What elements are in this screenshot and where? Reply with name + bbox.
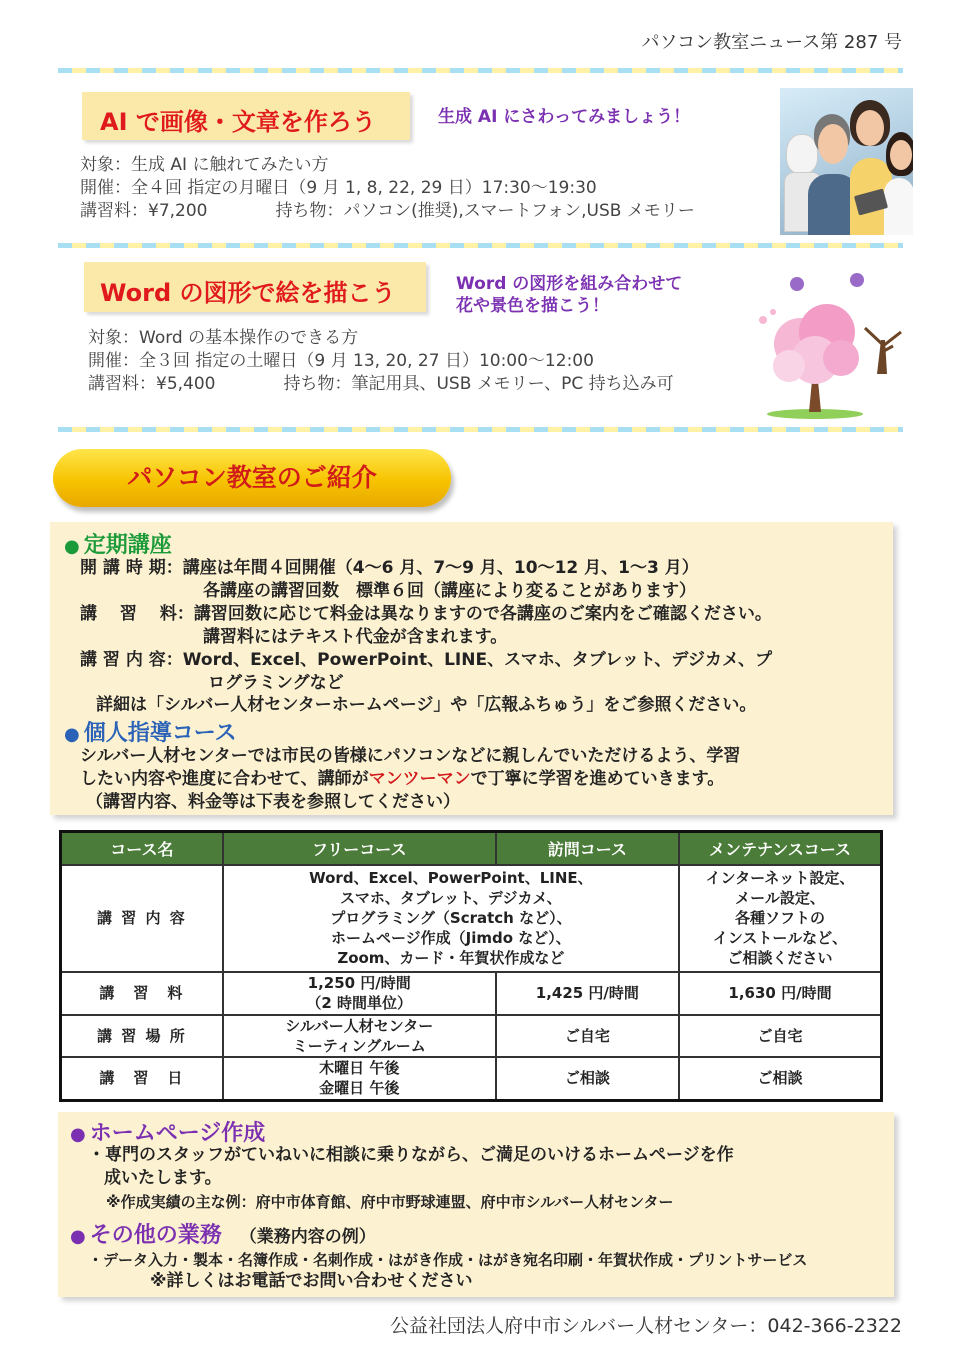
footer-contact: 公益社団法人府中市シルバー人材センター：042-366-2322 xyxy=(389,1315,902,1337)
table-cell: ご自宅 xyxy=(679,1015,882,1057)
other-services-list: ・データ入力・製本・名簿作成・名刺作成・はがき作成・はがき宛名印刷・年賀状作成・プリントサービス xyxy=(88,1251,808,1269)
ai-course-title: AI で画像・文章を作ろう xyxy=(100,108,376,136)
course-info-panel xyxy=(50,522,893,815)
table-cell: ご自宅 xyxy=(496,1015,679,1057)
ai-course-fee: 講習料：¥7,200 持ち物：パソコン(推奨),スマートフォン,USB メモリー xyxy=(80,201,695,221)
table-header: コース名 xyxy=(61,832,223,865)
table-header: 訪問コース xyxy=(496,832,679,865)
regular-heading: ● 定期講座 xyxy=(64,533,172,558)
word-course-target: 対象：Word の基本操作のできる方 xyxy=(88,328,359,348)
divider xyxy=(58,427,903,432)
row-label: 講 習 場 所 xyxy=(61,1015,223,1057)
other-contact-note: ※詳しくはお電話でお問い合わせください xyxy=(150,1271,473,1291)
word-course-subtitle-1: Word の図形を組み合わせて xyxy=(456,274,683,294)
ai-course-title-box xyxy=(82,92,410,140)
word-course-subtitle-2: 花や景色を描こう！ xyxy=(456,296,609,316)
table-cell: ご相談 xyxy=(679,1057,882,1101)
table-header: メンテナンスコース xyxy=(679,832,882,865)
row-label: 講 習 料 xyxy=(61,972,223,1015)
table-row xyxy=(61,865,882,972)
issue-number: パソコン教室ニュース第 287 号 xyxy=(641,32,902,53)
word-course-fee: 講習料：¥5,400 持ち物：筆記用具、USB メモリー、PC 持ち込み可 xyxy=(88,374,674,394)
word-course-schedule: 開催：全３回 指定の土曜日（9 月 13, 20, 27 日）10:00～12:00 xyxy=(88,351,594,371)
cherry-tree-illustration xyxy=(745,262,915,422)
table-cell: 1,250 円/時間 （2 時間単位） xyxy=(223,972,496,1015)
word-course-title-box xyxy=(84,262,426,312)
bullet-icon: ● xyxy=(64,724,80,745)
word-course-title: Word の図形で絵を描こう xyxy=(100,279,396,307)
regular-content-cont: ログラミングなど xyxy=(208,673,344,693)
bullet-icon: ● xyxy=(70,1124,86,1145)
table-cell: インターネット設定、 メール設定、 各種ソフトの インストールなど、 ご相談ください xyxy=(679,865,882,972)
girl-face xyxy=(890,140,912,170)
personal-heading: ● 個人指導コース xyxy=(64,721,237,746)
table-row xyxy=(61,972,882,1015)
table-cell: 1,630 円/時間 xyxy=(679,972,882,1015)
row-label: 講 習 日 xyxy=(61,1057,223,1101)
other-heading-note: （業務内容の例） xyxy=(239,1227,376,1247)
personal-line-2: したい内容や進度に合わせて、講師がマンツーマンで丁寧に学習を進めていきます。 xyxy=(80,769,725,789)
table-cell: Word、Excel、PowerPoint、LINE、 スマホ、タブレット、デジカメ、 プログラミング（Scratch など）、 ホームページ作成（Jimdo など）、 Zoom、カード・年賀状作成など xyxy=(223,865,679,972)
homepage-heading: ● ホームページ作成 xyxy=(70,1121,266,1146)
one-on-one-highlight: マンツーマン xyxy=(368,769,471,789)
bullet-icon: ● xyxy=(70,1226,86,1247)
personal-line-1: シルバー人材センターでは市民の皆様にパソコンなどに親しんでいただけるよう、学習 xyxy=(80,746,741,766)
other-heading: ● その他の業務 （業務内容の例） xyxy=(70,1223,376,1248)
ai-course-schedule: 開催：全４回 指定の月曜日（9 月 1, 8, 22, 29 日）17:30～19:30 xyxy=(80,178,597,198)
homepage-line-1: ・専門のスタッフがていねいに相談に乗りながら、ご満足のいけるホームページを作 xyxy=(88,1145,734,1165)
bullet-icon: ● xyxy=(64,536,80,557)
table-row xyxy=(61,1057,882,1101)
regular-details: 詳細は「シルバー人材センターホームページ」や「広報ふちゅう」をご参照ください。 xyxy=(96,695,757,715)
table-cell: 木曜日 午後 金曜日 午後 xyxy=(223,1057,496,1101)
divider xyxy=(58,68,903,73)
regular-sessions: 各講座の講習回数 標準６回（講座により変ることがあります） xyxy=(203,581,696,601)
table-row xyxy=(61,1015,882,1057)
man-face xyxy=(818,124,848,164)
table-cell: ご相談 xyxy=(496,1057,679,1101)
table-cell: シルバー人材センター ミーティングルーム xyxy=(223,1015,496,1057)
table-header-row xyxy=(61,832,882,865)
regular-fee-note: 講習料にはテキスト代金が含まれます。 xyxy=(203,627,508,647)
intro-title: パソコン教室のご紹介 xyxy=(127,463,377,492)
divider xyxy=(58,243,903,248)
ai-class-photo xyxy=(780,88,913,235)
row-label: 講 習 内 容 xyxy=(61,865,223,972)
regular-fee: 講 習 料：講習回数に応じて料金は異なりますので各講座のご案内をご確認ください。 xyxy=(80,604,772,624)
intro-banner xyxy=(53,449,451,507)
woman-face xyxy=(856,110,884,146)
homepage-line-2: 成いたします。 xyxy=(104,1168,222,1188)
table-cell: 1,425 円/時間 xyxy=(496,972,679,1015)
ai-course-subtitle: 生成 AI にさわってみましょう！ xyxy=(438,107,691,127)
table-header: フリーコース xyxy=(223,832,496,865)
homepage-note: ※作成実績の主な例：府中市体育館、府中市野球連盟、府中市シルバー人材センター xyxy=(106,1193,674,1211)
regular-period: 開 講 時 期：講座は年間４回開催（4～6 月、7～9 月、10～12 月、1～3 月） xyxy=(80,558,699,578)
regular-content: 講 習 内 容：Word、Excel、PowerPoint、LINE、スマホ、タブレット、デジカメ、プ xyxy=(80,650,773,670)
ai-course-target: 対象：生成 AI に触れてみたい方 xyxy=(80,155,329,175)
services-panel xyxy=(58,1112,894,1297)
personal-line-3: （講習内容、料金等は下表を参照してください） xyxy=(86,792,460,812)
course-table xyxy=(59,830,883,1102)
